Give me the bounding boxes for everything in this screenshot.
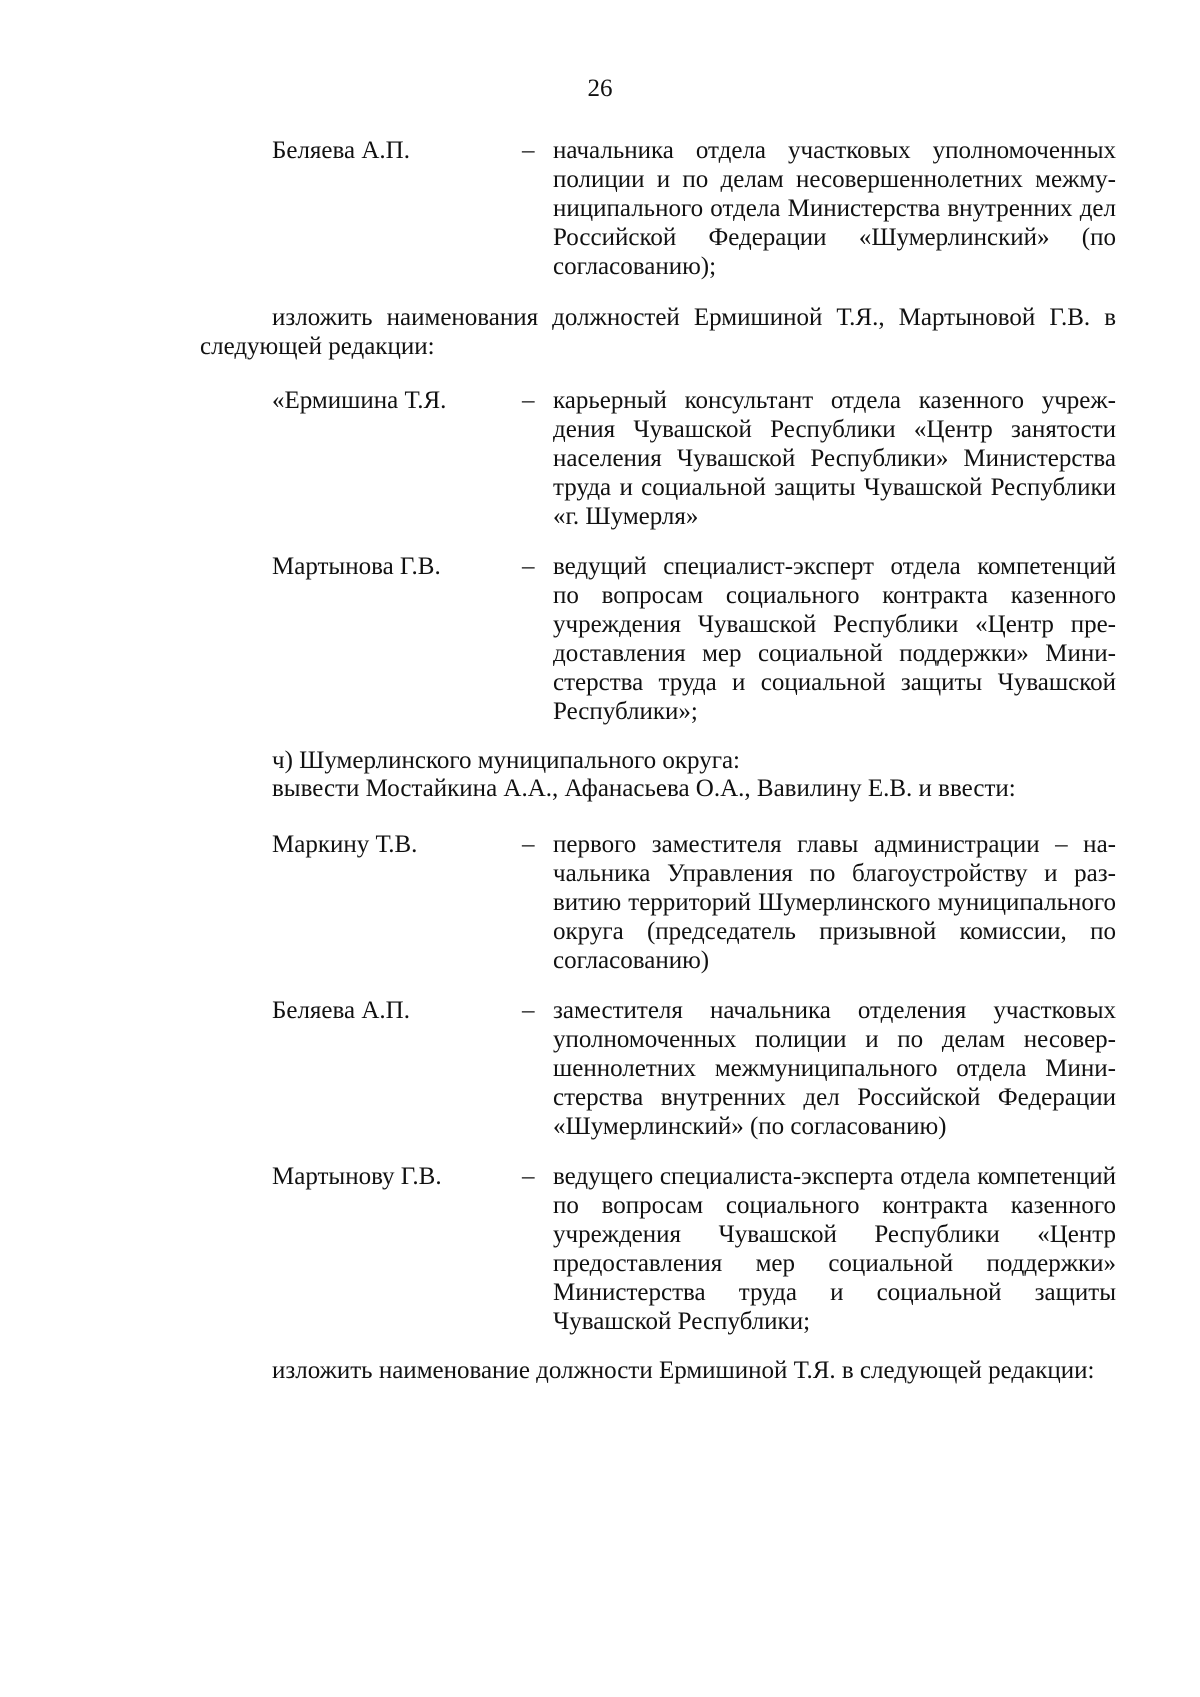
member-name: «Ермишина Т.Я.	[272, 387, 447, 414]
instruction-paragraph: изложить наименование должности Ермишиной Т.Я. в следующей редакции:	[272, 1357, 1095, 1384]
dash-separator: –	[522, 387, 535, 414]
member-position: начальника отдела участковых уполномоченных полиции и по делам несовершеннолетних межмуниципального отдела Министерства внутренних дел Российской Федерации «Шумерлинский» (по согласованию);	[553, 137, 1116, 280]
section-instruction: вывести Мостайкина А.А., Афанасьева О.А., Вавилину Е.В. и ввести:	[272, 775, 1016, 802]
commission-member-entry	[272, 552, 1116, 726]
section-heading: ч) Шумерлинского муниципального округа:	[272, 747, 740, 774]
dash-separator: –	[522, 831, 535, 858]
dash-separator: –	[522, 1163, 535, 1190]
commission-member-entry	[272, 136, 1116, 281]
dash-separator: –	[522, 137, 535, 164]
commission-member-entry	[272, 1162, 1116, 1336]
page-number: 26	[587, 75, 613, 102]
dash-separator: –	[522, 553, 535, 580]
member-name: Беляева А.П.	[272, 137, 410, 164]
member-name: Мартынову Г.В.	[272, 1163, 442, 1190]
member-position: первого заместителя главы администрации – начальника Управления по благоустройству и развитию территорий Шумерлинского муниципального округа (председатель призывной комиссии, по согласованию)	[553, 831, 1116, 974]
dash-separator: –	[522, 997, 535, 1024]
member-name: Мартынова Г.В.	[272, 553, 441, 580]
commission-member-entry	[272, 996, 1116, 1141]
member-name: Беляева А.П.	[272, 997, 410, 1024]
commission-member-entry	[272, 830, 1116, 975]
member-name: Маркину Т.В.	[272, 831, 418, 858]
commission-member-entry	[272, 386, 1116, 531]
member-position: заместителя начальника отделения участковых уполномоченных полиции и по делам несовершеннолетних межмуниципального отдела Министерства внутренних дел Российской Федерации «Шумерлинский» (по согласованию)	[553, 997, 1116, 1140]
member-position: карьерный консультант отдела казенного учреждения Чувашской Республики «Центр занятости населения Чувашской Республики» Министерства труда и социальной защиты Чувашской Республики «г. Шумерля»	[553, 387, 1116, 530]
instruction-paragraph: изложить наименования должностей Ермишиной Т.Я., Мартыновой Г.В. в следующей редакции:	[200, 304, 1116, 360]
member-position: ведущий специалист-эксперт отдела компетенций по вопросам социального контракта казенного учреждения Чувашской Республики «Центр предоставления мер социальной поддержки» Министерства труда и социальной защиты Чувашской Республики»;	[553, 553, 1116, 725]
member-position: ведущего специалиста-эксперта отдела компетенций по вопросам социального контракта казенного учреждения Чувашской Республики «Центр предоставления мер социальной поддержки» Министерства труда и социальной защиты Чувашской Республики;	[553, 1163, 1116, 1335]
